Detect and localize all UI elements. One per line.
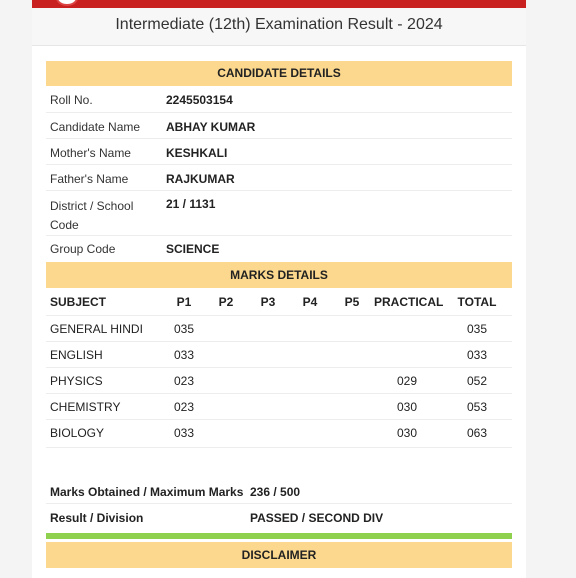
- field-value: KESHKALI: [166, 146, 228, 160]
- column-header-subject: SUBJECT: [50, 295, 107, 309]
- field-value: RAJKUMAR: [166, 172, 235, 186]
- field-mothers-name: [46, 139, 512, 165]
- column-header-p5: P5: [344, 295, 360, 309]
- field-value: ABHAY KUMAR: [166, 120, 256, 134]
- candidate-details-header: CANDIDATE DETAILS: [46, 61, 512, 86]
- field-candidate-name: [46, 113, 512, 139]
- column-header-p1: P1: [176, 295, 192, 309]
- table-row: [46, 342, 512, 368]
- column-header-total: TOTAL: [457, 295, 497, 309]
- table-row: [46, 316, 512, 342]
- cell-total: 053: [466, 400, 488, 414]
- field-label: Roll No.: [50, 93, 93, 107]
- cell-total: 033: [466, 348, 488, 362]
- cell-p1: 023: [173, 374, 195, 388]
- column-header-p3: P3: [260, 295, 276, 309]
- cell-practical: 029: [396, 374, 418, 388]
- marks-obtained-value: 236 / 500: [250, 485, 301, 499]
- table-row: [46, 368, 512, 394]
- marks-obtained-row: [46, 478, 512, 504]
- cell-subject: CHEMISTRY: [50, 400, 121, 414]
- column-header-practical: PRACTICAL: [374, 295, 444, 309]
- field-label: Father's Name: [50, 172, 129, 186]
- cell-p1: 023: [173, 400, 195, 414]
- column-header-p2: P2: [218, 295, 234, 309]
- cell-subject: ENGLISH: [50, 348, 103, 362]
- cell-p1: 033: [173, 348, 195, 362]
- table-row: [46, 394, 512, 420]
- column-header-p4: P4: [302, 295, 318, 309]
- result-division-label: Result / Division: [50, 511, 144, 525]
- disclaimer-header: DISCLAIMER: [46, 542, 512, 568]
- cell-subject: GENERAL HINDI: [50, 322, 143, 336]
- marks-obtained-label: Marks Obtained / Maximum Marks: [50, 485, 244, 499]
- field-value: SCIENCE: [166, 242, 220, 256]
- field-district-school-code: [46, 191, 512, 236]
- field-roll-no: [46, 86, 512, 113]
- top-red-bar: [32, 0, 526, 8]
- cell-practical: 030: [396, 400, 418, 414]
- cell-total: 063: [466, 426, 488, 440]
- field-label: Mother's Name: [50, 146, 131, 160]
- board-logo-icon: [56, 0, 78, 6]
- field-value: 21 / 1131: [166, 197, 216, 211]
- cell-p1: 035: [173, 322, 195, 336]
- field-group-code: [46, 236, 512, 262]
- marks-details-header: MARKS DETAILS: [46, 262, 512, 288]
- page-title: Intermediate (12th) Examination Result - 2024: [32, 8, 526, 46]
- field-label: Group Code: [50, 242, 116, 256]
- cell-practical: 030: [396, 426, 418, 440]
- cell-subject: PHYSICS: [50, 374, 103, 388]
- cell-subject: BIOLOGY: [50, 426, 105, 440]
- field-fathers-name: [46, 165, 512, 191]
- cell-total: 035: [466, 322, 488, 336]
- cell-p1: 033: [173, 426, 195, 440]
- result-card: [32, 0, 526, 578]
- field-value: 2245503154: [166, 93, 233, 107]
- result-status-bar: [46, 533, 512, 539]
- table-row: [46, 420, 512, 448]
- cell-total: 052: [466, 374, 488, 388]
- result-division-value: PASSED / SECOND DIV: [250, 511, 384, 525]
- marks-table-header: [46, 288, 512, 316]
- field-label: District / School Code: [50, 199, 134, 232]
- result-division-row: [46, 504, 512, 530]
- field-label: Candidate Name: [50, 120, 141, 134]
